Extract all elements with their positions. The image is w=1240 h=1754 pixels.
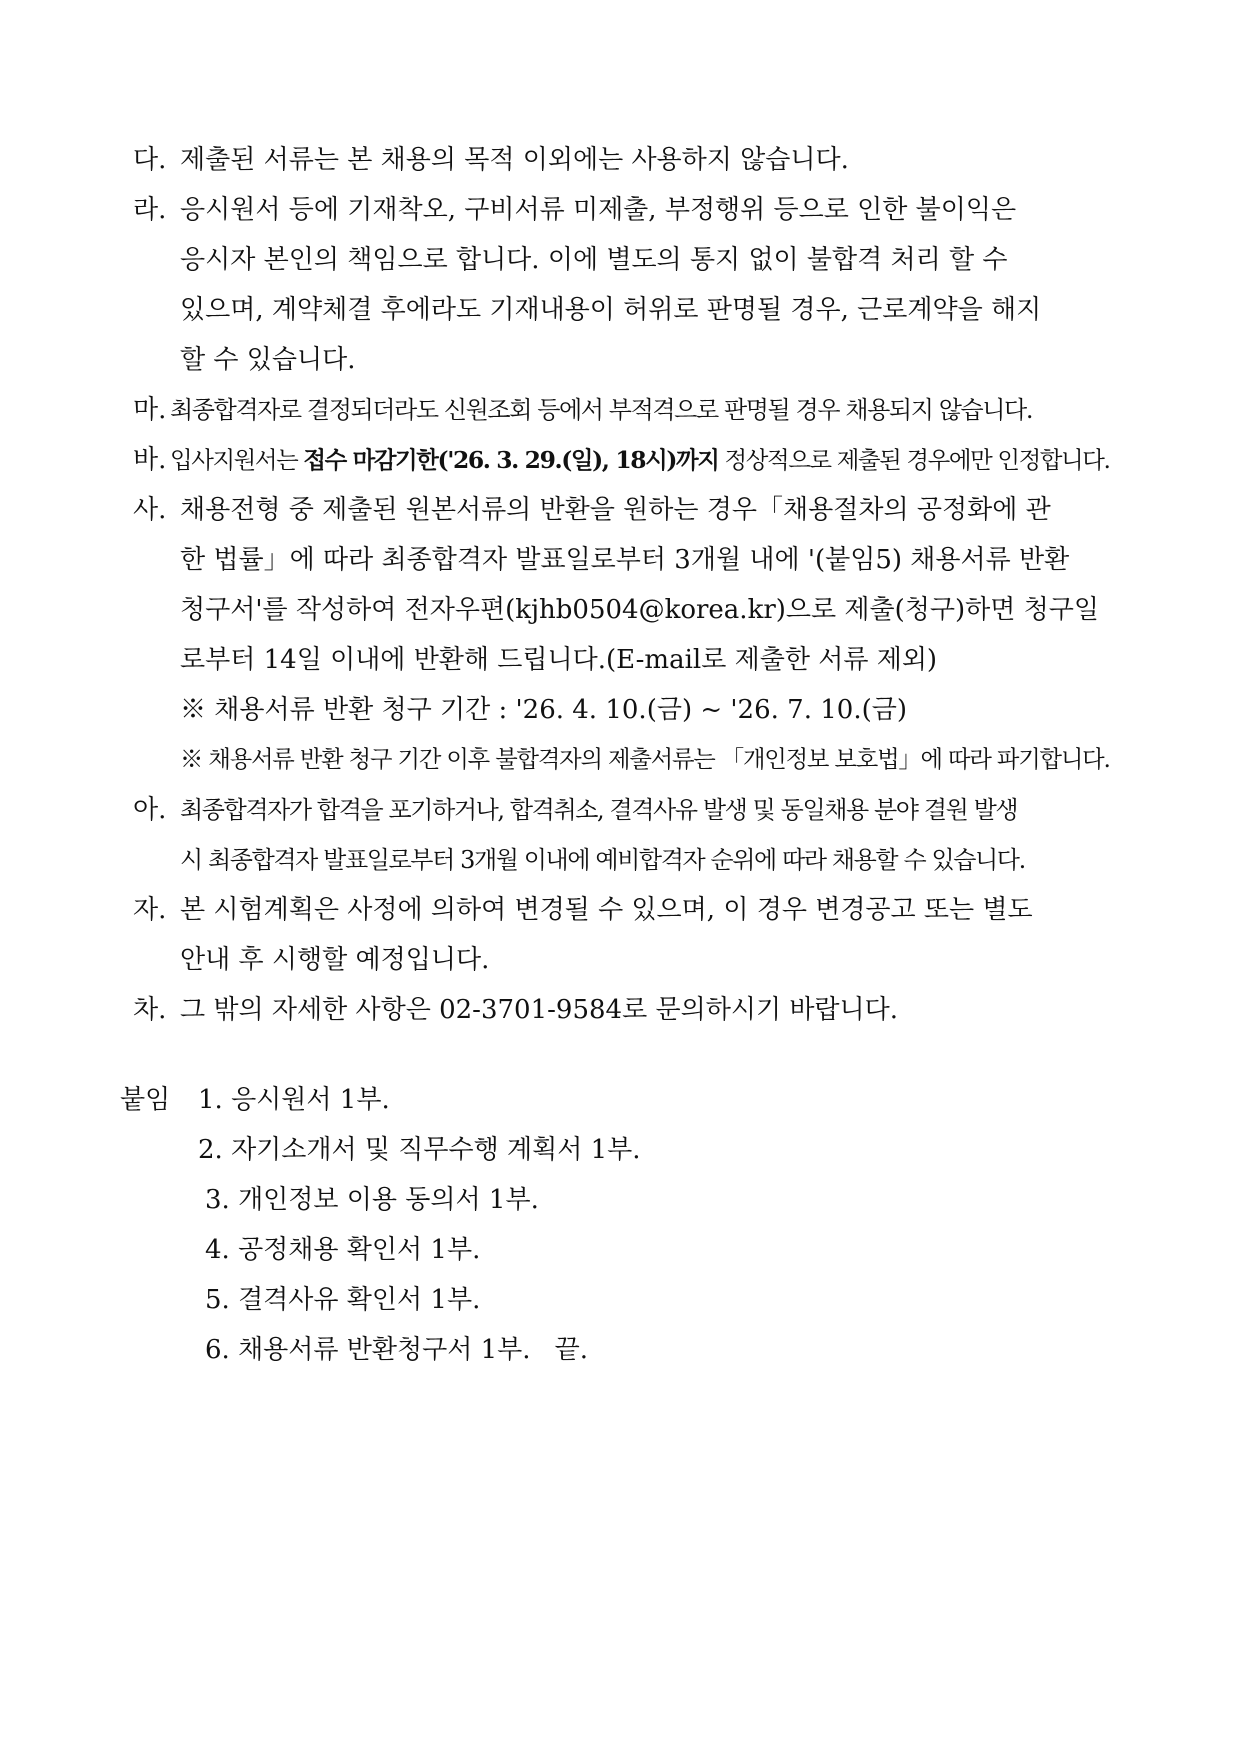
item-ra-line-3: 있으며, 계약체결 후에라도 기재내용이 허위로 판명될 경우, 근로계약을 해지 — [180, 295, 1042, 325]
item-sa-line-2: 한 법률」에 따라 최종합격자 발표일로부터 3개월 내에 '(붙임5) 채용서류 반환 — [180, 545, 1070, 575]
attachment-item-3: 3. 개인정보 이용 동의서 1부. — [205, 1185, 539, 1215]
item-sa-line-4: 로부터 14일 이내에 반환해 드립니다.(E-mail로 제출한 서류 제외) — [180, 645, 938, 675]
item-marker-ba: 바. — [133, 445, 167, 475]
item-marker-ma: 마. — [133, 395, 167, 425]
item-ba-line-1 — [170, 443, 1110, 477]
item-ja-line-1: 본 시험계획은 사정에 의하여 변경될 수 있으며, 이 경우 변경공고 또는 별도 — [180, 895, 1033, 925]
item-sa-line-1: 채용전형 중 제출된 원본서류의 반환을 원하는 경우「채용절차의 공정화에 관 — [180, 495, 1051, 525]
attachment-item-6-text: 6. 채용서류 반환청구서 1부. — [205, 1335, 531, 1365]
attachment-item-1: 1. 응시원서 1부. — [198, 1085, 390, 1115]
item-marker-sa: 사. — [133, 495, 167, 525]
item-marker-a: 아. — [133, 795, 167, 825]
item-ba-text-post: 정상적으로 제출된 경우에만 인정합니다. — [718, 446, 1110, 474]
item-marker-ra: 라. — [133, 195, 167, 225]
item-marker-da: 다. — [133, 145, 167, 175]
end-mark: 끝. — [554, 1335, 588, 1365]
item-da-line-1: 제출된 서류는 본 채용의 목적 이외에는 사용하지 않습니다. — [180, 145, 849, 175]
item-sa-line-3: 청구서'를 작성하여 전자우편(kjhb0504@korea.kr)으로 제출(청구)하면 청구일 — [180, 595, 1099, 625]
return-period-note: ※ 채용서류 반환 청구 기간 : '26. 4. 10.(금) ~ '26. 7. 10.(금) — [180, 695, 907, 725]
item-marker-cha: 차. — [133, 995, 167, 1025]
item-ra-line-4: 할 수 있습니다. — [180, 345, 356, 375]
item-marker-ja: 자. — [133, 895, 167, 925]
item-ja-line-2: 안내 후 시행할 예정입니다. — [180, 945, 490, 975]
attachment-item-5: 5. 결격사유 확인서 1부. — [205, 1285, 481, 1315]
attachments-label: 붙임 — [120, 1085, 171, 1115]
deadline-highlight: 접수 마감기한('26. 3. 29.(일), 18시)까지 — [303, 446, 719, 474]
item-cha-line-1: 그 밖의 자세한 사항은 02-3701-9584로 문의하시기 바랍니다. — [180, 995, 899, 1025]
attachment-item-6 — [205, 1333, 588, 1367]
item-a-line-2: 시 최종합격자 발표일로부터 3개월 이내에 예비합격자 순위에 따라 채용할 수 있습니다. — [180, 846, 1025, 874]
attachment-item-4: 4. 공정채용 확인서 1부. — [205, 1235, 481, 1265]
item-ba-text-pre: 입사지원서는 — [170, 446, 304, 474]
attachment-item-2: 2. 자기소개서 및 직무수행 계획서 1부. — [198, 1135, 641, 1165]
item-ra-line-2: 응시자 본인의 책임으로 합니다. 이에 별도의 통지 없이 불합격 처리 할 수 — [180, 245, 1008, 275]
item-ma-line-1: 최종합격자로 결정되더라도 신원조회 등에서 부적격으로 판명될 경우 채용되지 않습니다. — [170, 396, 1033, 424]
item-a-line-1: 최종합격자가 합격을 포기하거나, 합격취소, 결격사유 발생 및 동일채용 분야 결원 발생 — [180, 796, 1018, 824]
disposal-note: ※ 채용서류 반환 청구 기간 이후 불합격자의 제출서류는 「개인정보 보호법」에 따라 파기합니다. — [180, 746, 1110, 773]
item-ra-line-1: 응시원서 등에 기재착오, 구비서류 미제출, 부정행위 등으로 인한 불이익은 — [180, 195, 1017, 225]
